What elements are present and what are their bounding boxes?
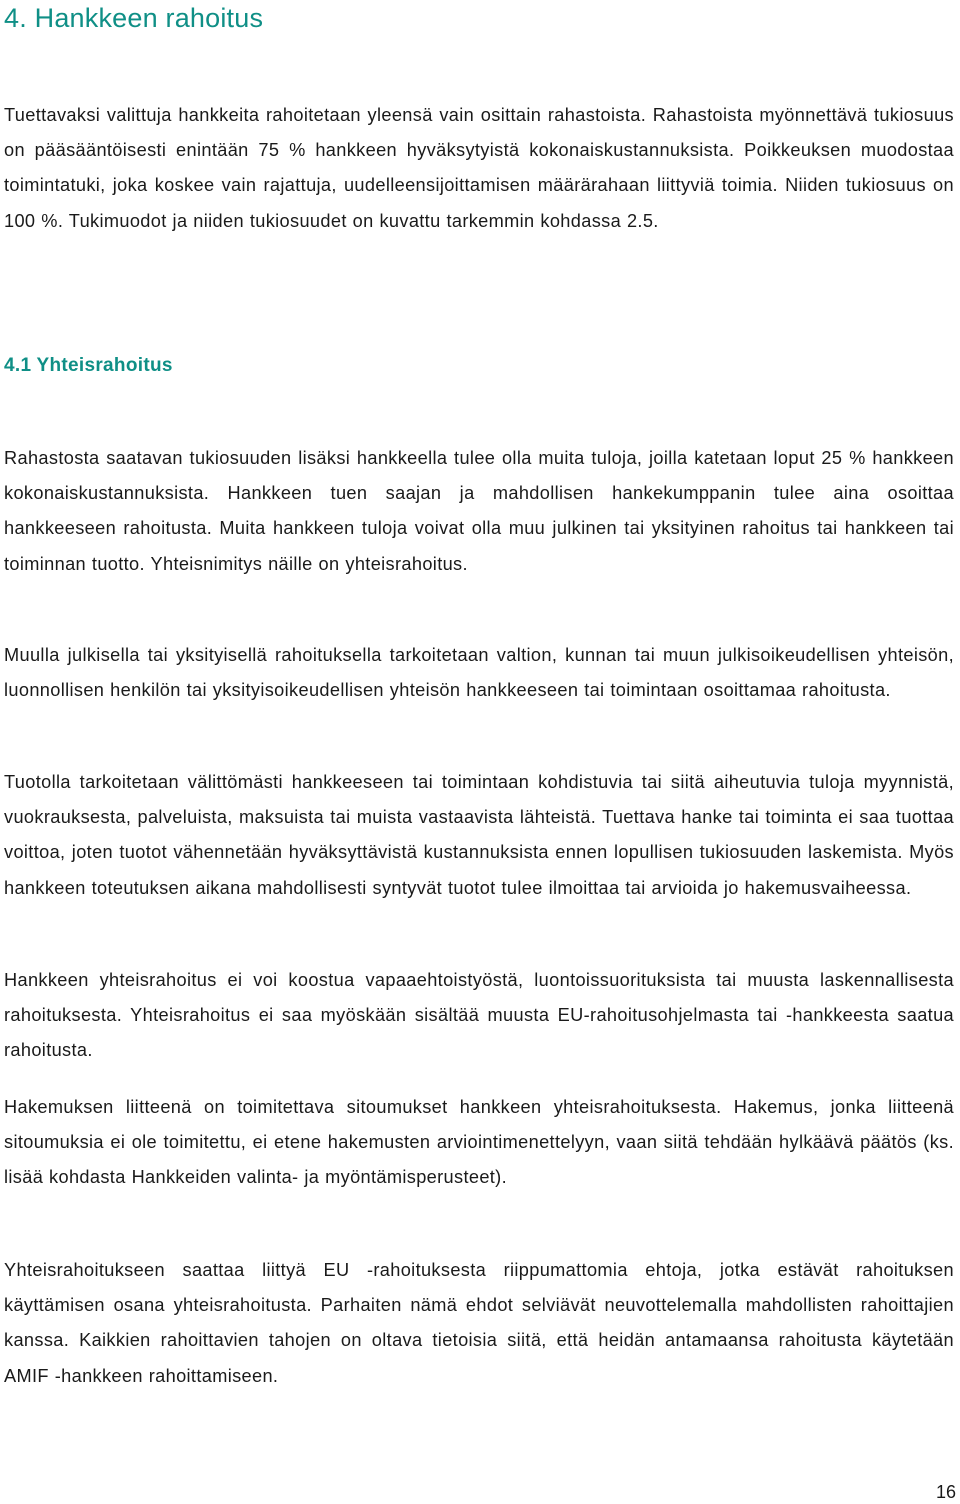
page-number: 16: [935, 1482, 956, 1502]
paragraph-cofinancing: Rahastosta saatavan tukiosuuden lisäksi hankkeella tulee olla muita tuloja, joilla katetaan loput 25 % hankkeen kokonaiskustannuksista. Hankkeen tuen saajan ja mahdollisen hankekumppanin tulee aina osoittaa hankkeeseen rahoitusta. Muita hankkeen tuloja voivat olla muu julkinen tai yksityinen rahoitus tai hankkeen tai toiminnan tuotto. Yhteisnimitys näille on yhteisrahoitus.: [4, 448, 954, 574]
paragraph-conditions: Yhteisrahoitukseen saattaa liittyä EU -rahoituksesta riippumattomia ehtoja, jotka estävät rahoituksen käyttämisen osana yhteisrahoitusta. Parhaiten nämä ehdot selviävät neuvottelemalla mahdollisten rahoittajien kanssa. Kaikkien rahoittavien tahojen on oltava tietoisia siitä, että heidän antamaansa rahoitusta käytetään AMIF -hankkeen rahoittamiseen.: [4, 1260, 954, 1386]
paragraph-public-private-funding: Muulla julkisella tai yksityisellä rahoituksella tarkoitetaan valtion, kunnan tai muun julkisoikeudellisen yhteisön, luonnollisen henkilön tai yksityisoikeudellisen yhteisön hankkeeseen tai toimintaan osoittamaa rahoitusta.: [4, 645, 954, 701]
intro-paragraph: Tuettavaksi valittuja hankkeita rahoitetaan yleensä vain osittain rahastoista. Rahastoista myönnettävä tukiosuus on pääsääntöisesti enintään 75 % hankkeen hyväksytyistä kokonaiskustannuksista. Poikkeuksen muodostaa toimintatuki, joka koskee vain rajattuja, uudelleensijoittamisen määrärahaan liittyviä toimia. Niiden tukiosuus on 100 %. Tukimuodot ja niiden tukiosuudet on kuvattu tarkemmin kohdassa 2.5.: [4, 105, 954, 231]
paragraph-commitments: Hakemuksen liitteenä on toimitettava sitoumukset hankkeen yhteisrahoituksesta. Hakemus, jonka liitteenä sitoumuksia ei ole toimitettu, ei etene hakemusten arviointimenettelyyn, vaan siitä tehdään hylkäävä päätös (ks. lisää kohdasta Hankkeiden valinta- ja myöntämisperusteet).: [4, 1097, 954, 1188]
paragraph-revenue: Tuotolla tarkoitetaan välittömästi hankkeeseen tai toimintaan kohdistuvia tai siitä aiheutuvia tuloja myynnistä, vuokrauksesta, palveluista, maksuista tai muista vastaavista lähteistä. Tuettava hanke tai toiminta ei saa tuottaa voittoa, joten tuotot vähennetään hyväksyttävistä kustannuksista ennen lopullisen tukiosuuden laskemista. Myös hankkeen toteutuksen aikana mahdollisesti syntyvät tuotot tulee ilmoittaa tai arvioida jo hakemusvaiheessa.: [4, 772, 954, 898]
paragraph-in-kind-exclusion: Hankkeen yhteisrahoitus ei voi koostua vapaaehtoistyöstä, luontoissuorituksista tai muusta laskennallisesta rahoituksesta. Yhteisrahoitus ei saa myöskään sisältää muusta EU-rahoitusohjelmasta tai -hankkeesta saatua rahoitusta.: [4, 970, 954, 1061]
chapter-heading: 4. Hankkeen rahoitus: [4, 3, 264, 33]
section-heading: 4.1 Yhteisrahoitus: [4, 355, 173, 376]
